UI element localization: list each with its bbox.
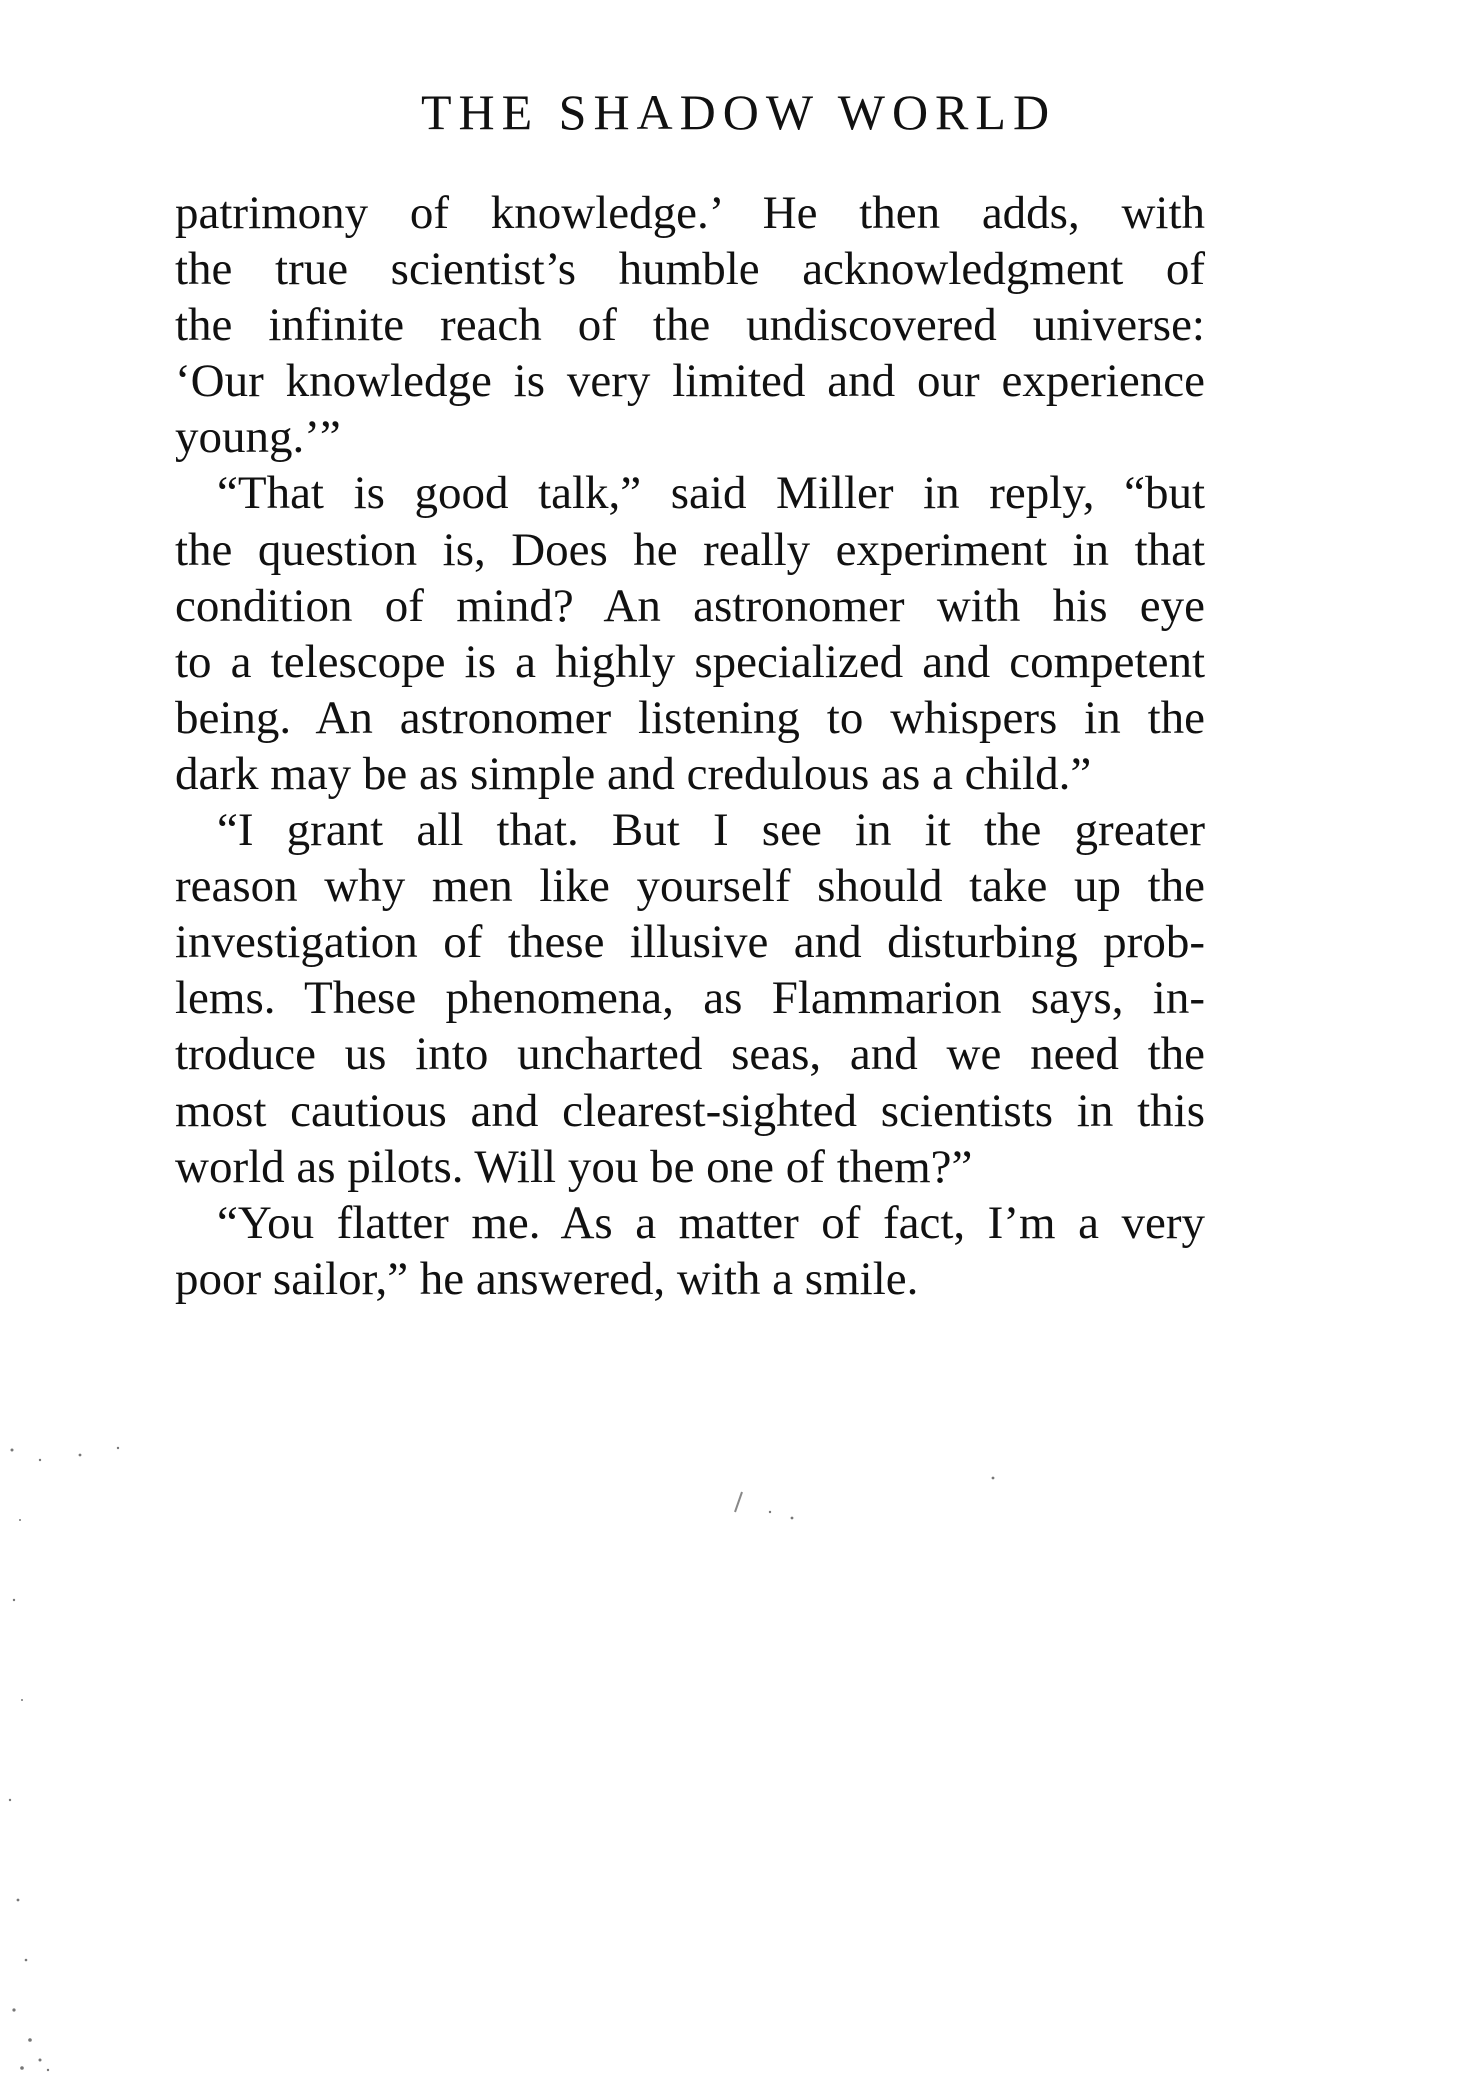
text-line: dark may be as simple and credulous as a child.” (175, 747, 1092, 800)
text-line: to a telescope is a highly specialized and competent (175, 635, 1205, 688)
text-line: most cautious and clearest-sighted scientists in this (175, 1084, 1205, 1137)
text-line: patrimony of knowledge.’ He then adds, with (175, 187, 1205, 239)
text-line: troduce us into uncharted seas, and we need the (175, 1028, 1205, 1081)
text-line: young.’” (175, 411, 341, 464)
stray-mark (735, 1492, 742, 1512)
running-head: THE SHADOW WORLD (420, 84, 1057, 140)
text-line: “You flatter me. As a matter of fact, I’m a very (217, 1196, 1205, 1249)
text-line: the question is, Does he really experiment in that (175, 523, 1205, 576)
text-line: investigation of these illusive and disturbing prob- (175, 916, 1205, 969)
text-line: reason why men like yourself should take up the (175, 860, 1205, 913)
text-line: poor sailor,” he answered, with a smile. (175, 1252, 919, 1305)
margin-specks (9, 1447, 995, 2071)
text-line: lems. These phenomena, as Flammarion says, in- (175, 972, 1205, 1025)
text-line: ‘Our knowledge is very limited and our experience (175, 355, 1205, 408)
text-line: world as pilots. Will you be one of them?” (175, 1140, 973, 1193)
text-line: being. An astronomer listening to whispers in the (175, 691, 1205, 744)
text-line: “I grant all that. But I see in it the greater (217, 804, 1205, 857)
text-line: “That is good talk,” said Miller in reply, “but (217, 467, 1205, 520)
text-line: the true scientist’s humble acknowledgment of (175, 243, 1205, 296)
text-line: the infinite reach of the undiscovered universe: (175, 299, 1205, 352)
text-line: condition of mind? An astronomer with his eye (175, 579, 1205, 632)
